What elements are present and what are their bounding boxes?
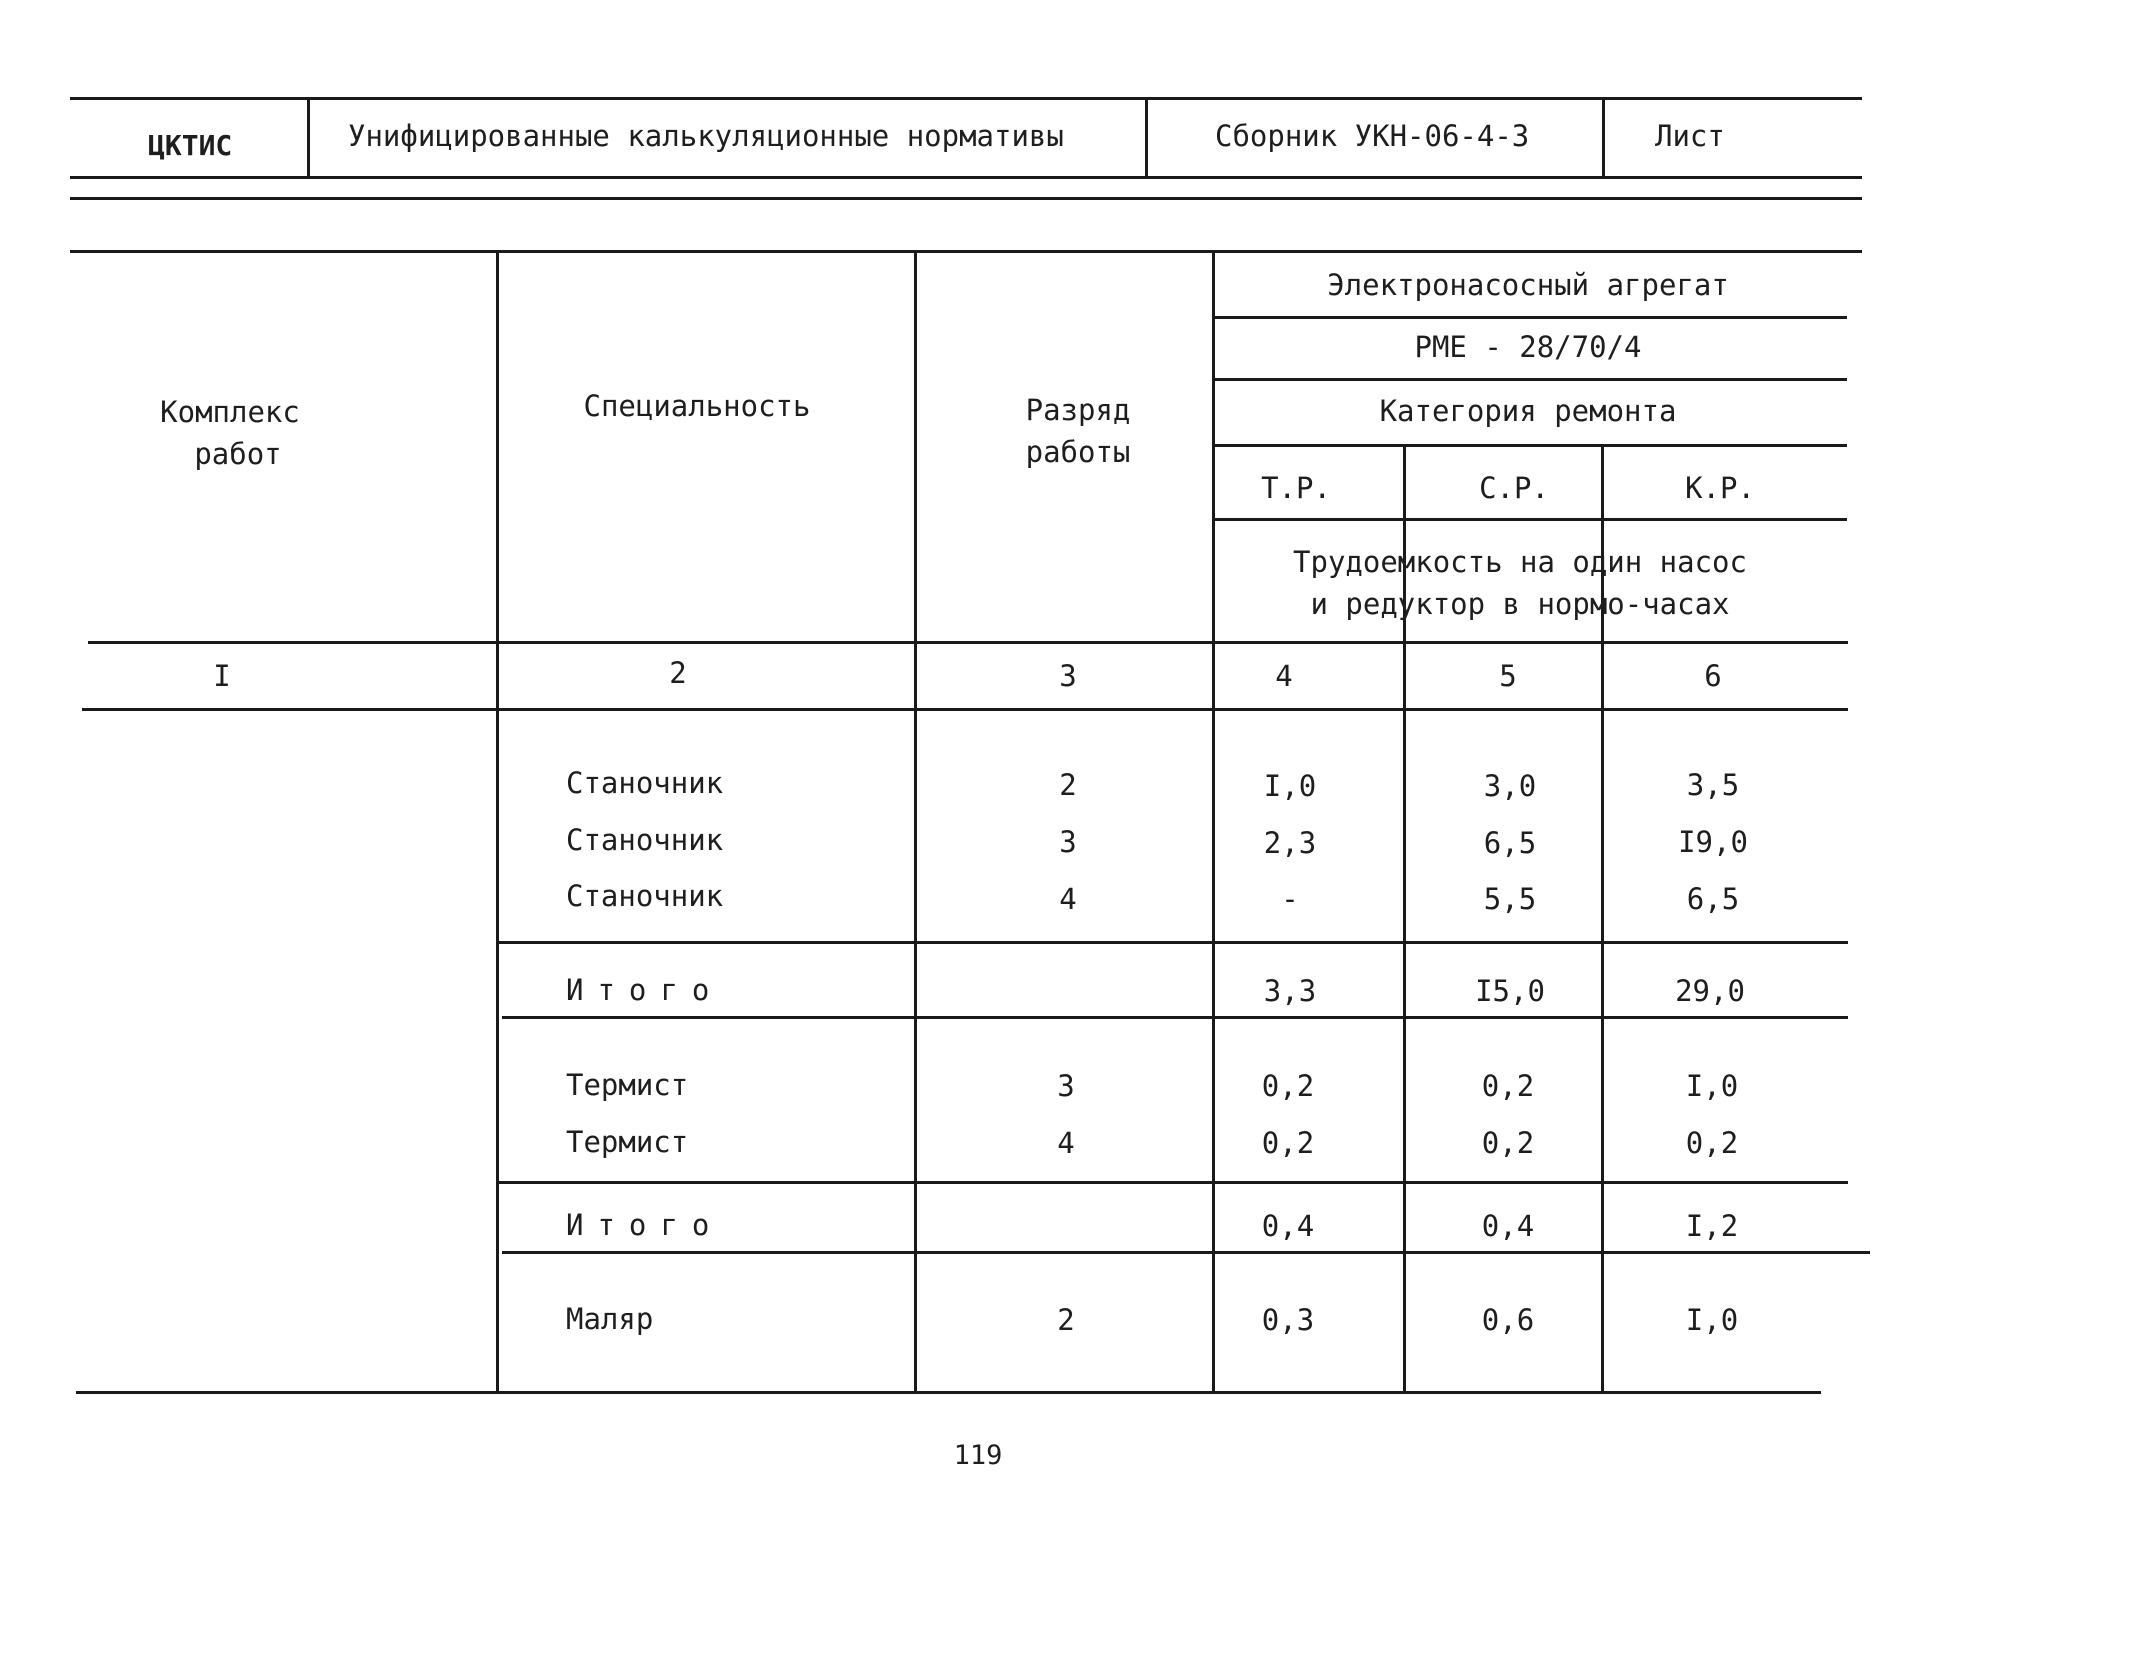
column-number: 6: [1704, 659, 1722, 693]
header-unit-group: Электронасосный агрегат: [1327, 268, 1729, 302]
header-repair-current: Т.Р.: [1261, 471, 1331, 505]
col-divider: [914, 250, 917, 1393]
table-row-specialty: Станочник: [566, 879, 724, 913]
document-title: Унифицированные калькуляционные нормативы: [348, 119, 1064, 153]
table-row-grade: 2: [1059, 768, 1077, 802]
sheet-label: Лист: [1655, 119, 1725, 153]
table-row-kr: I,0: [1685, 1069, 1739, 1103]
subtotal-top-rule: [496, 1181, 1848, 1184]
column-numbers-top-rule: [88, 641, 1848, 644]
table-row-specialty: Станочник: [566, 766, 724, 800]
header-grade-line2: работы: [1025, 435, 1131, 469]
header-divider: [1145, 98, 1148, 178]
header-complex-line2: работ: [194, 437, 282, 471]
table-row-tr: I,0: [1263, 769, 1317, 803]
subtotal-bottom-rule: [502, 1016, 1848, 1019]
table-row-specialty: Термист: [566, 1125, 689, 1159]
table-row-kr: I9,0: [1678, 825, 1748, 859]
table-row-kr: 0,2: [1685, 1126, 1739, 1160]
subtotal-sr: 0,4: [1481, 1209, 1535, 1243]
table-row-specialty: Маляр: [566, 1302, 654, 1336]
table-row-sr: 0,2: [1481, 1069, 1535, 1103]
table-top-rule: [70, 250, 1862, 253]
table-row-tr: 0,2: [1261, 1069, 1315, 1103]
table-row-specialty: Станочник: [566, 823, 724, 857]
table-row-tr: 0,2: [1261, 1126, 1315, 1160]
subtotal-label: Итого: [566, 973, 724, 1007]
column-number: 5: [1499, 659, 1517, 693]
table-row-kr: I,0: [1685, 1303, 1739, 1337]
subtotal-top-rule: [496, 941, 1848, 944]
subtotal-bottom-rule: [502, 1251, 1870, 1254]
col-divider: [496, 250, 499, 1393]
col-divider: [1212, 250, 1215, 1393]
table-row-tr: -: [1281, 882, 1299, 916]
header-unit-model: РМЕ - 28/70/4: [1414, 330, 1642, 364]
subtotal-sr: I5,0: [1475, 974, 1545, 1008]
table-bottom-rule: [76, 1391, 1821, 1394]
header-subrule: [1212, 444, 1847, 447]
subtotal-kr: I,2: [1685, 1209, 1739, 1243]
table-row-grade: 2: [1057, 1303, 1075, 1337]
table-row-specialty: Термист: [566, 1068, 689, 1102]
header-labor-line1: Трудоемкость на один насос: [1293, 545, 1747, 579]
header-divider: [1602, 98, 1605, 178]
table-row-grade: 4: [1059, 882, 1077, 916]
section-rule: [70, 197, 1862, 200]
page-number: 119: [953, 1440, 1003, 1471]
subtotal-label: Итого: [566, 1208, 724, 1242]
subtotal-tr: 0,4: [1261, 1209, 1315, 1243]
header-subrule: [1212, 316, 1847, 319]
org-name: ЦКТИС: [148, 129, 233, 162]
table-row-sr: 3,0: [1483, 769, 1537, 803]
table-row-sr: 6,5: [1483, 826, 1537, 860]
collection-code: Сборник УКН-06-4-3: [1215, 119, 1530, 153]
subtotal-kr: 29,0: [1675, 974, 1745, 1008]
column-number: 4: [1275, 659, 1293, 693]
header-grade-line1: Разряд: [1025, 393, 1131, 427]
header-subrule: [1212, 378, 1847, 381]
header-repair-medium: С.Р.: [1479, 471, 1549, 505]
header-divider: [307, 98, 310, 178]
table-row-sr: 0,2: [1481, 1126, 1535, 1160]
table-row-kr: 6,5: [1686, 882, 1740, 916]
table-row-grade: 3: [1057, 1069, 1075, 1103]
table-row-tr: 0,3: [1261, 1303, 1315, 1337]
table-row-kr: 3,5: [1686, 768, 1740, 802]
column-number: I: [213, 659, 231, 693]
column-numbers-bottom-rule: [82, 708, 1848, 711]
table-row-sr: 0,6: [1481, 1303, 1535, 1337]
header-bottom-rule: [70, 176, 1862, 179]
header-repair-capital: К.Р.: [1685, 471, 1755, 505]
column-number: 3: [1059, 659, 1077, 693]
column-number: 2: [669, 656, 687, 690]
table-row-grade: 4: [1057, 1126, 1075, 1160]
subtotal-tr: 3,3: [1263, 974, 1317, 1008]
header-subrule: [1212, 518, 1847, 521]
header-specialty: Специальность: [583, 389, 811, 423]
table-row-grade: 3: [1059, 825, 1077, 859]
header-top-rule: [70, 97, 1862, 100]
header-complex-line1: Комплекс: [160, 395, 300, 429]
header-repair-category: Категория ремонта: [1379, 394, 1677, 428]
header-labor-line2: и редуктор в нормо-часах: [1310, 587, 1730, 621]
table-row-tr: 2,3: [1263, 826, 1317, 860]
table-row-sr: 5,5: [1483, 882, 1537, 916]
